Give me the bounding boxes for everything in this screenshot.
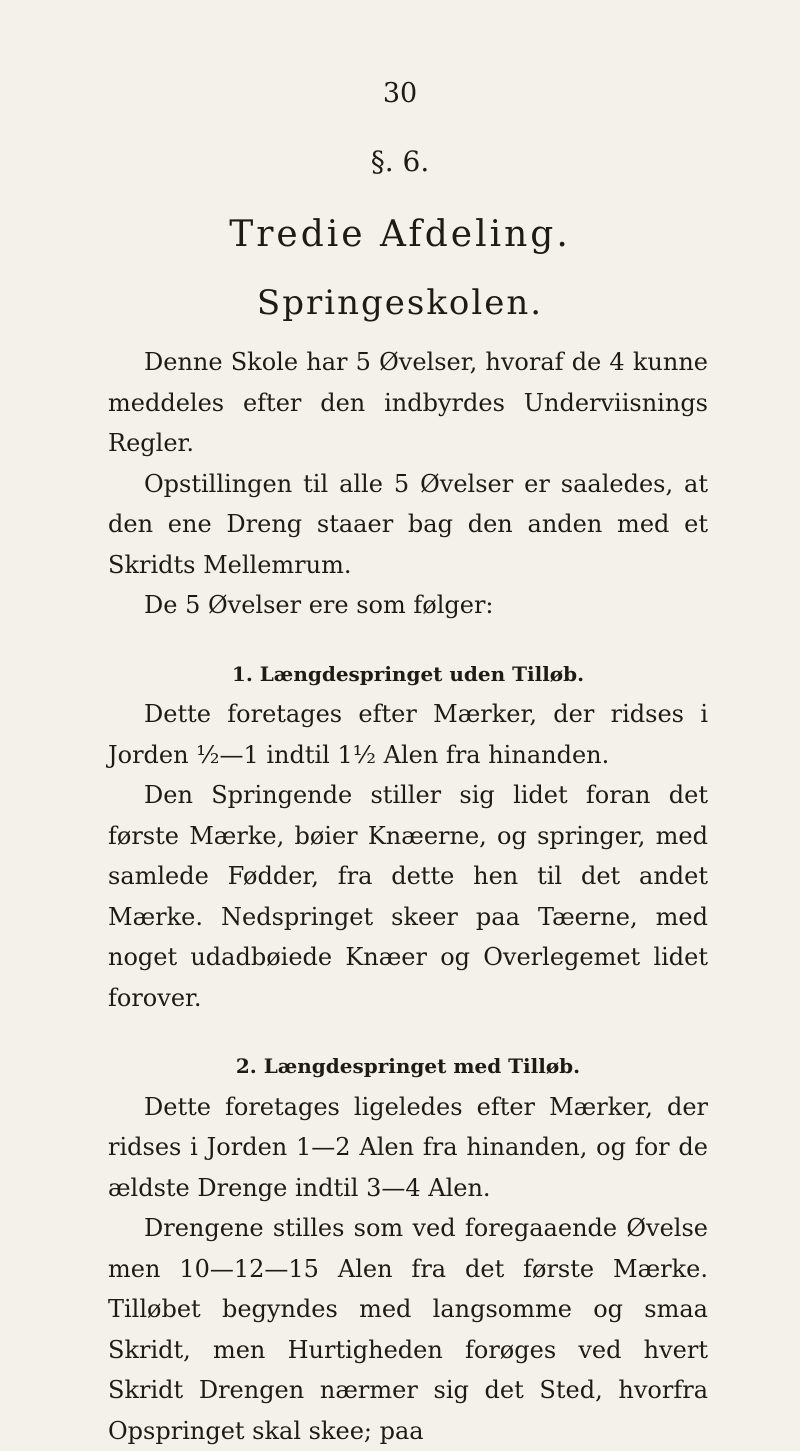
paragraph-intro: Denne Skole har 5 Øvelser, hvoraf de 4 kunne meddeles efter den indbyrdes Underviisnings Regler. [108,348,708,457]
paragraph-run-up: Drengene stilles som ved foregaaende Øvelse men 10—12—15 Alen fra det første Mærke. Tilløbet begyndes med langsomme og smaa Skridt, men Hurtigheden forøges ved hvert Skridt Drengen nærmer sig det Sted, hvorfra Opspringet skal skee; paa [108,1214,708,1445]
paragraph-list-intro: De 5 Øvelser ere som følger: [144,591,494,619]
exercise-heading-2: 2. Længdespringet med Tilløb. [235,1054,581,1078]
paragraph-marks-2: Dette foretages ligeledes efter Mærker, der ridses i Jorden 1—2 Alen fra hinanden, og for de ældste Drenge indtil 3—4 Alen. [108,1092,708,1202]
section-number: §. 6. [370,145,430,178]
paragraph-jump-description: Den Springende stiller sig lidet foran det første Mærke, bøier Knæerne, og springer, med samlede Fødder, fra dette hen til det andet Mærke. Nedspringet skeer paa Tæerne, med noget udadbøiede Knæer og Overlegemet lidet forover. [108,781,708,1012]
chapter-subheading: Springeskolen. [256,283,544,323]
body-text [108,342,708,1451]
page-number: 30 [382,78,418,109]
paragraph-setup: Opstillingen til alle 5 Øvelser er saaledes, at den ene Dreng staaer bag den anden med et Skridts Mellemrum. [108,469,708,579]
paragraph-marks: Dette foretages efter Mærker, der ridses i Jorden ½—1 indtil 1½ Alen fra hinanden. [108,700,708,769]
exercise-heading-1: 1. Længdespringet uden Tilløb. [231,661,585,686]
chapter-heading: Tredie Afdeling. [229,214,571,255]
